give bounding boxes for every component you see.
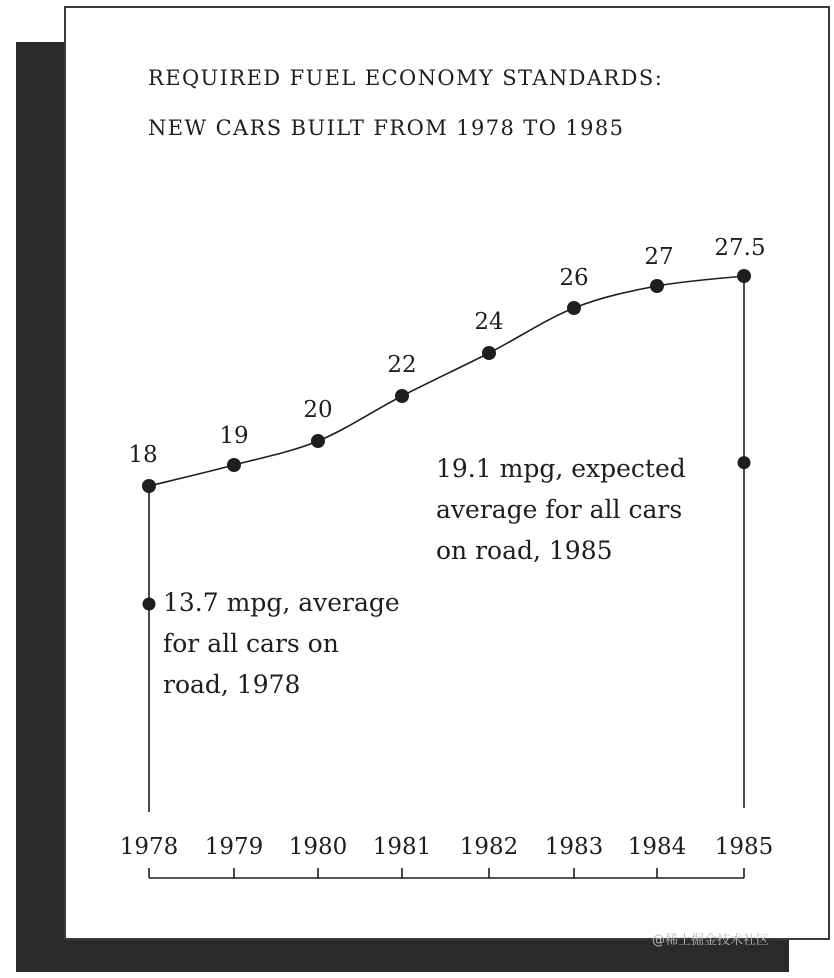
data-point-1983 <box>567 301 581 315</box>
x-tick-label-1983: 1983 <box>544 834 604 860</box>
x-tick-label-1984: 1984 <box>627 834 687 860</box>
chart-subtitle: NEW CARS BUILT FROM 1978 TO 1985 <box>148 116 625 140</box>
data-point-1981 <box>395 389 409 403</box>
data-label-1983: 26 <box>559 265 589 291</box>
x-tick-label-1981: 1981 <box>372 834 432 860</box>
data-label-1982: 24 <box>474 309 504 335</box>
data-point-1985 <box>737 269 751 283</box>
x-tick-label-1982: 1982 <box>459 834 519 860</box>
data-label-1981: 22 <box>387 352 417 378</box>
data-label-1985: 27.5 <box>714 235 766 261</box>
x-tick-label-1979: 1979 <box>204 834 264 860</box>
annotation-1985 <box>436 448 686 571</box>
x-tick-label-1985: 1985 <box>714 834 774 860</box>
annotation-1985-line-3: on road, 1985 <box>436 536 613 565</box>
annotation-1978-line-2: for all cars on <box>163 629 339 658</box>
data-label-1978: 18 <box>128 442 158 468</box>
data-label-1980: 20 <box>303 397 333 423</box>
annotation-1985-line-1: 19.1 mpg, expected <box>436 454 686 483</box>
data-point-1979 <box>227 458 241 472</box>
chart-title: REQUIRED FUEL ECONOMY STANDARDS: <box>148 66 664 90</box>
data-point-1982 <box>482 346 496 360</box>
data-label-1984: 27 <box>644 244 674 270</box>
annotation-point-1985 <box>738 456 751 469</box>
annotation-1978-line-1: 13.7 mpg, average <box>163 588 400 617</box>
data-label-1979: 19 <box>219 423 249 449</box>
annotation-1978 <box>163 582 400 705</box>
data-point-1978 <box>142 479 156 493</box>
annotation-point-1978 <box>143 598 156 611</box>
data-point-1984 <box>650 279 664 293</box>
annotation-1978-line-3: road, 1978 <box>163 670 301 699</box>
annotation-1985-line-2: average for all cars <box>436 495 683 524</box>
x-tick-label-1978: 1978 <box>119 834 179 860</box>
watermark: @稀土掘金技术社区 <box>652 933 770 948</box>
x-tick-label-1980: 1980 <box>288 834 348 860</box>
data-point-1980 <box>311 434 325 448</box>
